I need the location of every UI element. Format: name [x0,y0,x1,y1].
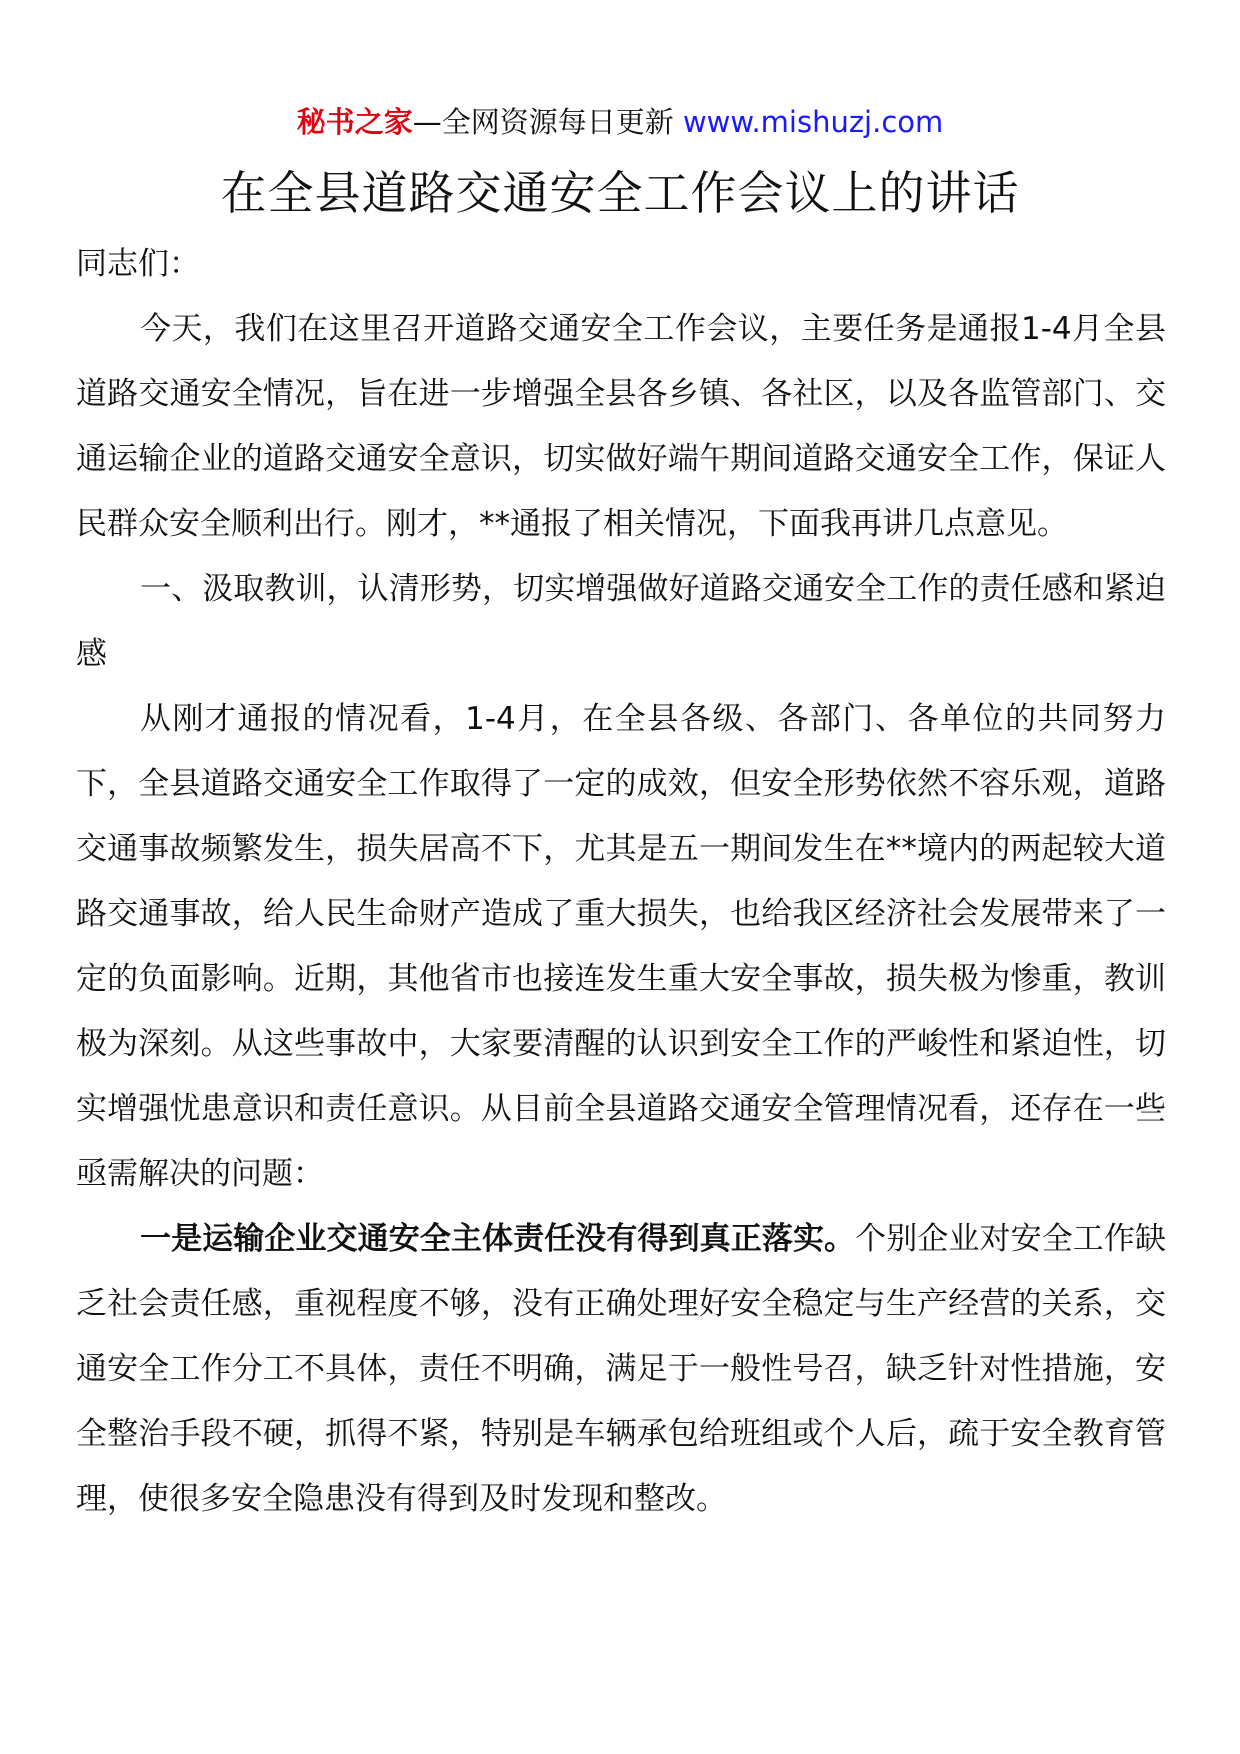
document-title: 在全县道路交通安全工作会议上的讲话 [220,166,1020,220]
paragraph-point-1 [76,1207,1166,1532]
point-1-text: 个别企业对安全工作缺乏社会责任感，重视程度不够，没有正确处理好安全稳定与生产经营的关系，交通安全工作分工不具体，责任不明确，满足于一般性号召，缺乏针对性措施，安全整治手段不硬，抓得不紧，特别是车辆承包给班组或个人后，疏于安全教育管理，使很多安全隐患没有得到及时发现和整改。 [76,1221,1166,1517]
salutation: 同志们： [76,246,200,282]
site-url-link[interactable]: www.mishuzj.com [682,105,944,139]
paragraph-intro: 今天，我们在这里召开道路交通安全工作会议，主要任务是通报1-4月全县道路交通安全情况，旨在进一步增强全县各乡镇、各社区，以及各监管部门、交通运输企业的道路交通安全意识，切实做好端午期间道路交通安全工作，保证人民群众安全顺利出行。刚才，**通报了相关情况，下面我再讲几点意见。 [76,311,1166,542]
section-heading-1: 一、汲取教训，认清形势，切实增强做好道路交通安全工作的责任感和紧迫感 [76,571,1166,672]
point-1-lead: 一是运输企业交通安全主体责任没有得到真正落实。 [140,1221,856,1257]
site-header [0,102,1240,142]
document-body [76,232,1166,1532]
header-slogan: —全网资源每日更新 [412,105,683,139]
brand-name: 秘书之家 [296,105,413,139]
paragraph-situation: 从刚才通报的情况看，1-4月，在全县各级、各部门、各单位的共同努力下，全县道路交通安全工作取得了一定的成效，但安全形势依然不容乐观，道路交通事故频繁发生，损失居高不下，尤其是五一期间发生在**境内的两起较大道路交通事故，给人民生命财产造成了重大损失，也给我区经济社会发展带来了一定的负面影响。近期，其他省市也接连发生重大安全事故，损失极为惨重，教训极为深刻。从这些事故中，大家要清醒的认识到安全工作的严峻性和紧迫性，切实增强忧患意识和责任意识。从目前全县道路交通安全管理情况看，还存在一些亟需解决的问题： [76,701,1166,1192]
